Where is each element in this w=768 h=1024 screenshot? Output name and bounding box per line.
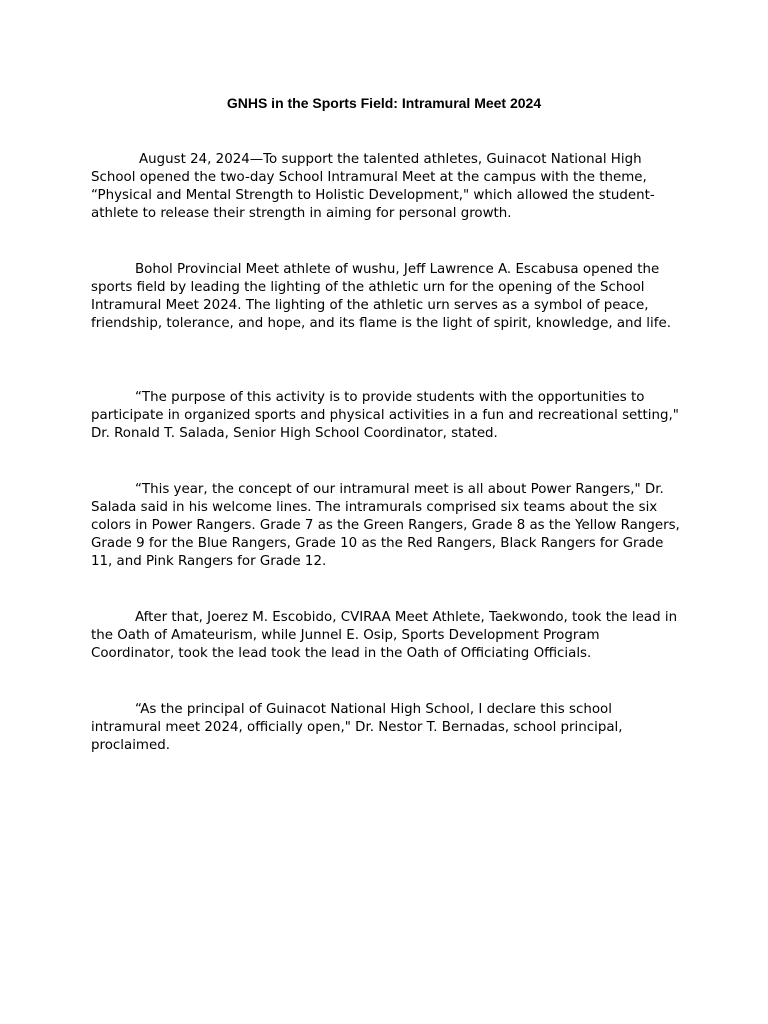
paragraph-oaths: After that, Joerez M. Escobido, CVIRAA Meet Athlete, Taekwondo, took the lead in the Oath of Amateurism, while Junnel E. Osip, Sports Development Program Coordinator, took the lead took the lead in the Oath of Officiating Officials. [91, 610, 678, 661]
paragraph-declaration: “As the principal of Guinacot National High School, I declare this school intramural meet 2024, officially open," Dr. Nestor T. Bernadas, school principal, proclaimed. [91, 702, 623, 753]
paragraph-opening: August 24, 2024—To support the talented athletes, Guinacot National High School opened the two-day School Intramural Meet at the campus with the theme, “Physical and Mental Strength to Holistic Development," which allowed the student-athlete to release their strength in aiming for personal growth. [91, 152, 655, 221]
paragraph-power-rangers: “This year, the concept of our intramural meet is all about Power Rangers," Dr. Salada said in his welcome lines. The intramurals comprised six teams about the six colors in Power Rangers. Grade 7 as the Green Rangers, Grade 8 as the Yellow Rangers, Grade 9 for the Blue Rangers, Grade 10 as the Red Rangers, Black Rangers for Grade 11, and Pink Rangers for Grade 12. [91, 482, 680, 569]
document-title: GNHS in the Sports Field: Intramural Meet 2024 [226, 95, 542, 111]
paragraph-purpose-quote: “The purpose of this activity is to provide students with the opportunities to participate in organized sports and physical activities in a fun and recreational setting," Dr. Ronald T. Salada, Senior High School Coordinator, stated. [91, 390, 679, 441]
paragraph-urn-lighting: Bohol Provincial Meet athlete of wushu, Jeff Lawrence A. Escabusa opened the sports field by leading the lighting of the athletic urn for the opening of the School Intramural Meet 2024. The lighting of the athletic urn serves as a symbol of peace, friendship, tolerance, and hope, and its flame is the light of spirit, knowledge, and life. [91, 262, 671, 331]
